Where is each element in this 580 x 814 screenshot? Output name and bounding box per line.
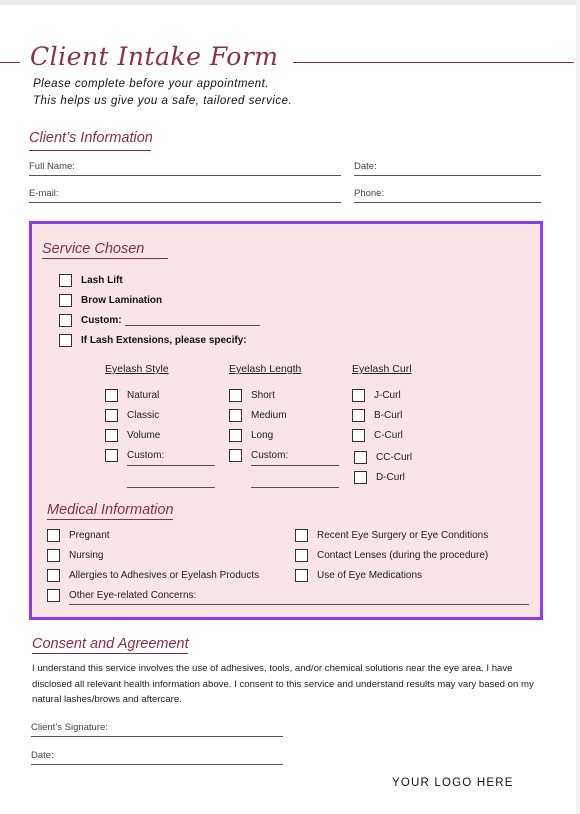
- other-concerns-line[interactable]: [69, 604, 529, 605]
- option-label: Pregnant: [69, 530, 110, 541]
- option-label: Long: [251, 430, 274, 441]
- eyelash-style-heading: Eyelash Style: [105, 363, 169, 375]
- curl-option-d[interactable]: [354, 471, 405, 484]
- date-label: Date:: [354, 161, 377, 172]
- client-info-underline: [29, 150, 151, 151]
- client-info-heading: Client’s Information: [29, 130, 153, 146]
- intro-line-1: Please complete before your appointment.: [33, 78, 270, 90]
- option-label: C-Curl: [374, 430, 403, 441]
- option-label: Recent Eye Surgery or Eye Conditions: [317, 530, 489, 541]
- option-label: If Lash Extensions, please specify:: [81, 335, 247, 346]
- consent-date-field[interactable]: [31, 748, 283, 765]
- page-top-edge: [0, 0, 580, 5]
- service-underline: [42, 258, 168, 259]
- consent-underline: [32, 653, 188, 654]
- style-option-custom[interactable]: [105, 449, 164, 462]
- medical-option-allergies[interactable]: [47, 569, 259, 582]
- style-custom-line-1[interactable]: [127, 465, 215, 466]
- eyelash-curl-heading: Eyelash Curl: [352, 363, 412, 375]
- consent-heading: Consent and Agreement: [32, 636, 189, 652]
- length-custom-line-1[interactable]: [251, 465, 339, 466]
- option-label: Use of Eye Medications: [317, 570, 423, 581]
- style-option-natural[interactable]: [105, 389, 159, 402]
- checkbox[interactable]: [59, 274, 72, 287]
- checkbox[interactable]: [295, 549, 308, 562]
- checkbox[interactable]: [354, 471, 367, 484]
- page-right-edge: [576, 0, 580, 814]
- checkbox[interactable]: [105, 409, 118, 422]
- checkbox[interactable]: [59, 314, 72, 327]
- option-label: Brow Lamination: [81, 295, 163, 306]
- option-label: Custom:: [81, 315, 122, 326]
- email-label: E-mail:: [29, 188, 59, 199]
- medical-option-other[interactable]: [47, 589, 196, 602]
- option-label: Custom:: [127, 450, 165, 461]
- checkbox[interactable]: [229, 449, 242, 462]
- style-option-volume[interactable]: [105, 429, 160, 442]
- consent-date-label: Date:: [31, 750, 54, 761]
- title-rule-right: [293, 62, 574, 63]
- intro-line-2: This helps us give you a safe, tailored service.: [33, 95, 293, 107]
- option-label: D-Curl: [376, 472, 405, 483]
- service-option-custom[interactable]: [59, 314, 260, 327]
- medical-option-eye-surgery[interactable]: [295, 529, 488, 542]
- phone-field[interactable]: [354, 186, 541, 203]
- length-option-short[interactable]: [229, 389, 275, 402]
- checkbox[interactable]: [295, 569, 308, 582]
- medical-option-contact-lenses[interactable]: [295, 549, 488, 562]
- title-rule-left: [0, 62, 20, 63]
- service-option-lash-extensions[interactable]: [59, 334, 247, 347]
- medical-option-pregnant[interactable]: [47, 529, 110, 542]
- curl-option-cc[interactable]: [354, 451, 412, 464]
- email-field[interactable]: [29, 186, 341, 203]
- checkbox[interactable]: [105, 449, 118, 462]
- length-option-medium[interactable]: [229, 409, 287, 422]
- length-option-custom[interactable]: [229, 449, 288, 462]
- checkbox[interactable]: [47, 569, 60, 582]
- full-name-label: Full Name:: [29, 161, 75, 172]
- checkbox[interactable]: [59, 294, 72, 307]
- option-label: Allergies to Adhesives or Eyelash Products: [69, 570, 260, 581]
- phone-label: Phone:: [354, 188, 385, 199]
- eyelash-length-heading: Eyelash Length: [229, 363, 302, 375]
- checkbox[interactable]: [47, 529, 60, 542]
- option-label: Volume: [127, 430, 161, 441]
- option-label: CC-Curl: [376, 452, 413, 463]
- checkbox[interactable]: [354, 451, 367, 464]
- curl-option-b[interactable]: [352, 409, 402, 422]
- checkbox[interactable]: [59, 334, 72, 347]
- custom-service-blank[interactable]: [125, 316, 260, 326]
- option-label: Nursing: [69, 550, 104, 561]
- curl-option-c[interactable]: [352, 429, 403, 442]
- length-custom-line-2[interactable]: [251, 487, 339, 488]
- signature-label: Client’s Signature:: [31, 722, 108, 733]
- style-option-classic[interactable]: [105, 409, 159, 422]
- checkbox[interactable]: [352, 389, 365, 402]
- option-label: J-Curl: [374, 390, 401, 401]
- logo-placeholder: YOUR LOGO HERE: [392, 777, 514, 789]
- option-label: Lash Lift: [81, 275, 123, 286]
- checkbox[interactable]: [47, 589, 60, 602]
- medical-option-eye-medications[interactable]: [295, 569, 422, 582]
- medical-underline: [47, 519, 173, 520]
- date-field[interactable]: [354, 159, 541, 176]
- option-label: Contact Lenses (during the procedure): [317, 550, 489, 561]
- form-title: Client Intake Form: [30, 42, 279, 71]
- option-label: Classic: [127, 410, 160, 421]
- checkbox[interactable]: [229, 409, 242, 422]
- signature-field[interactable]: [31, 720, 283, 737]
- service-option-brow-lamination[interactable]: [59, 294, 162, 307]
- length-option-long[interactable]: [229, 429, 273, 442]
- curl-option-j[interactable]: [352, 389, 401, 402]
- option-label: Short: [251, 390, 275, 401]
- checkbox[interactable]: [105, 429, 118, 442]
- checkbox[interactable]: [229, 429, 242, 442]
- checkbox[interactable]: [47, 549, 60, 562]
- medical-option-nursing[interactable]: [47, 549, 103, 562]
- service-option-lash-lift[interactable]: [59, 274, 123, 287]
- checkbox[interactable]: [229, 389, 242, 402]
- consent-text: I understand this service involves the use of adhesives, tools, and/or chemical solutions near the eye area. I have disclosed all relevant health information above. I consent to this service and understand results may vary based on my natural lashes/brows and aftercare.: [32, 663, 534, 705]
- checkbox[interactable]: [352, 409, 365, 422]
- checkbox[interactable]: [352, 429, 365, 442]
- medical-heading: Medical Information: [47, 502, 174, 518]
- checkbox[interactable]: [295, 529, 308, 542]
- checkbox[interactable]: [105, 389, 118, 402]
- option-label: Other Eye-related Concerns:: [69, 590, 197, 601]
- full-name-field[interactable]: [29, 159, 341, 176]
- style-custom-line-2[interactable]: [127, 487, 215, 488]
- option-label: B-Curl: [374, 410, 403, 421]
- service-heading: Service Chosen: [42, 241, 145, 257]
- option-label: Natural: [127, 390, 160, 401]
- option-label: Medium: [251, 410, 287, 421]
- option-label: Custom:: [251, 450, 289, 461]
